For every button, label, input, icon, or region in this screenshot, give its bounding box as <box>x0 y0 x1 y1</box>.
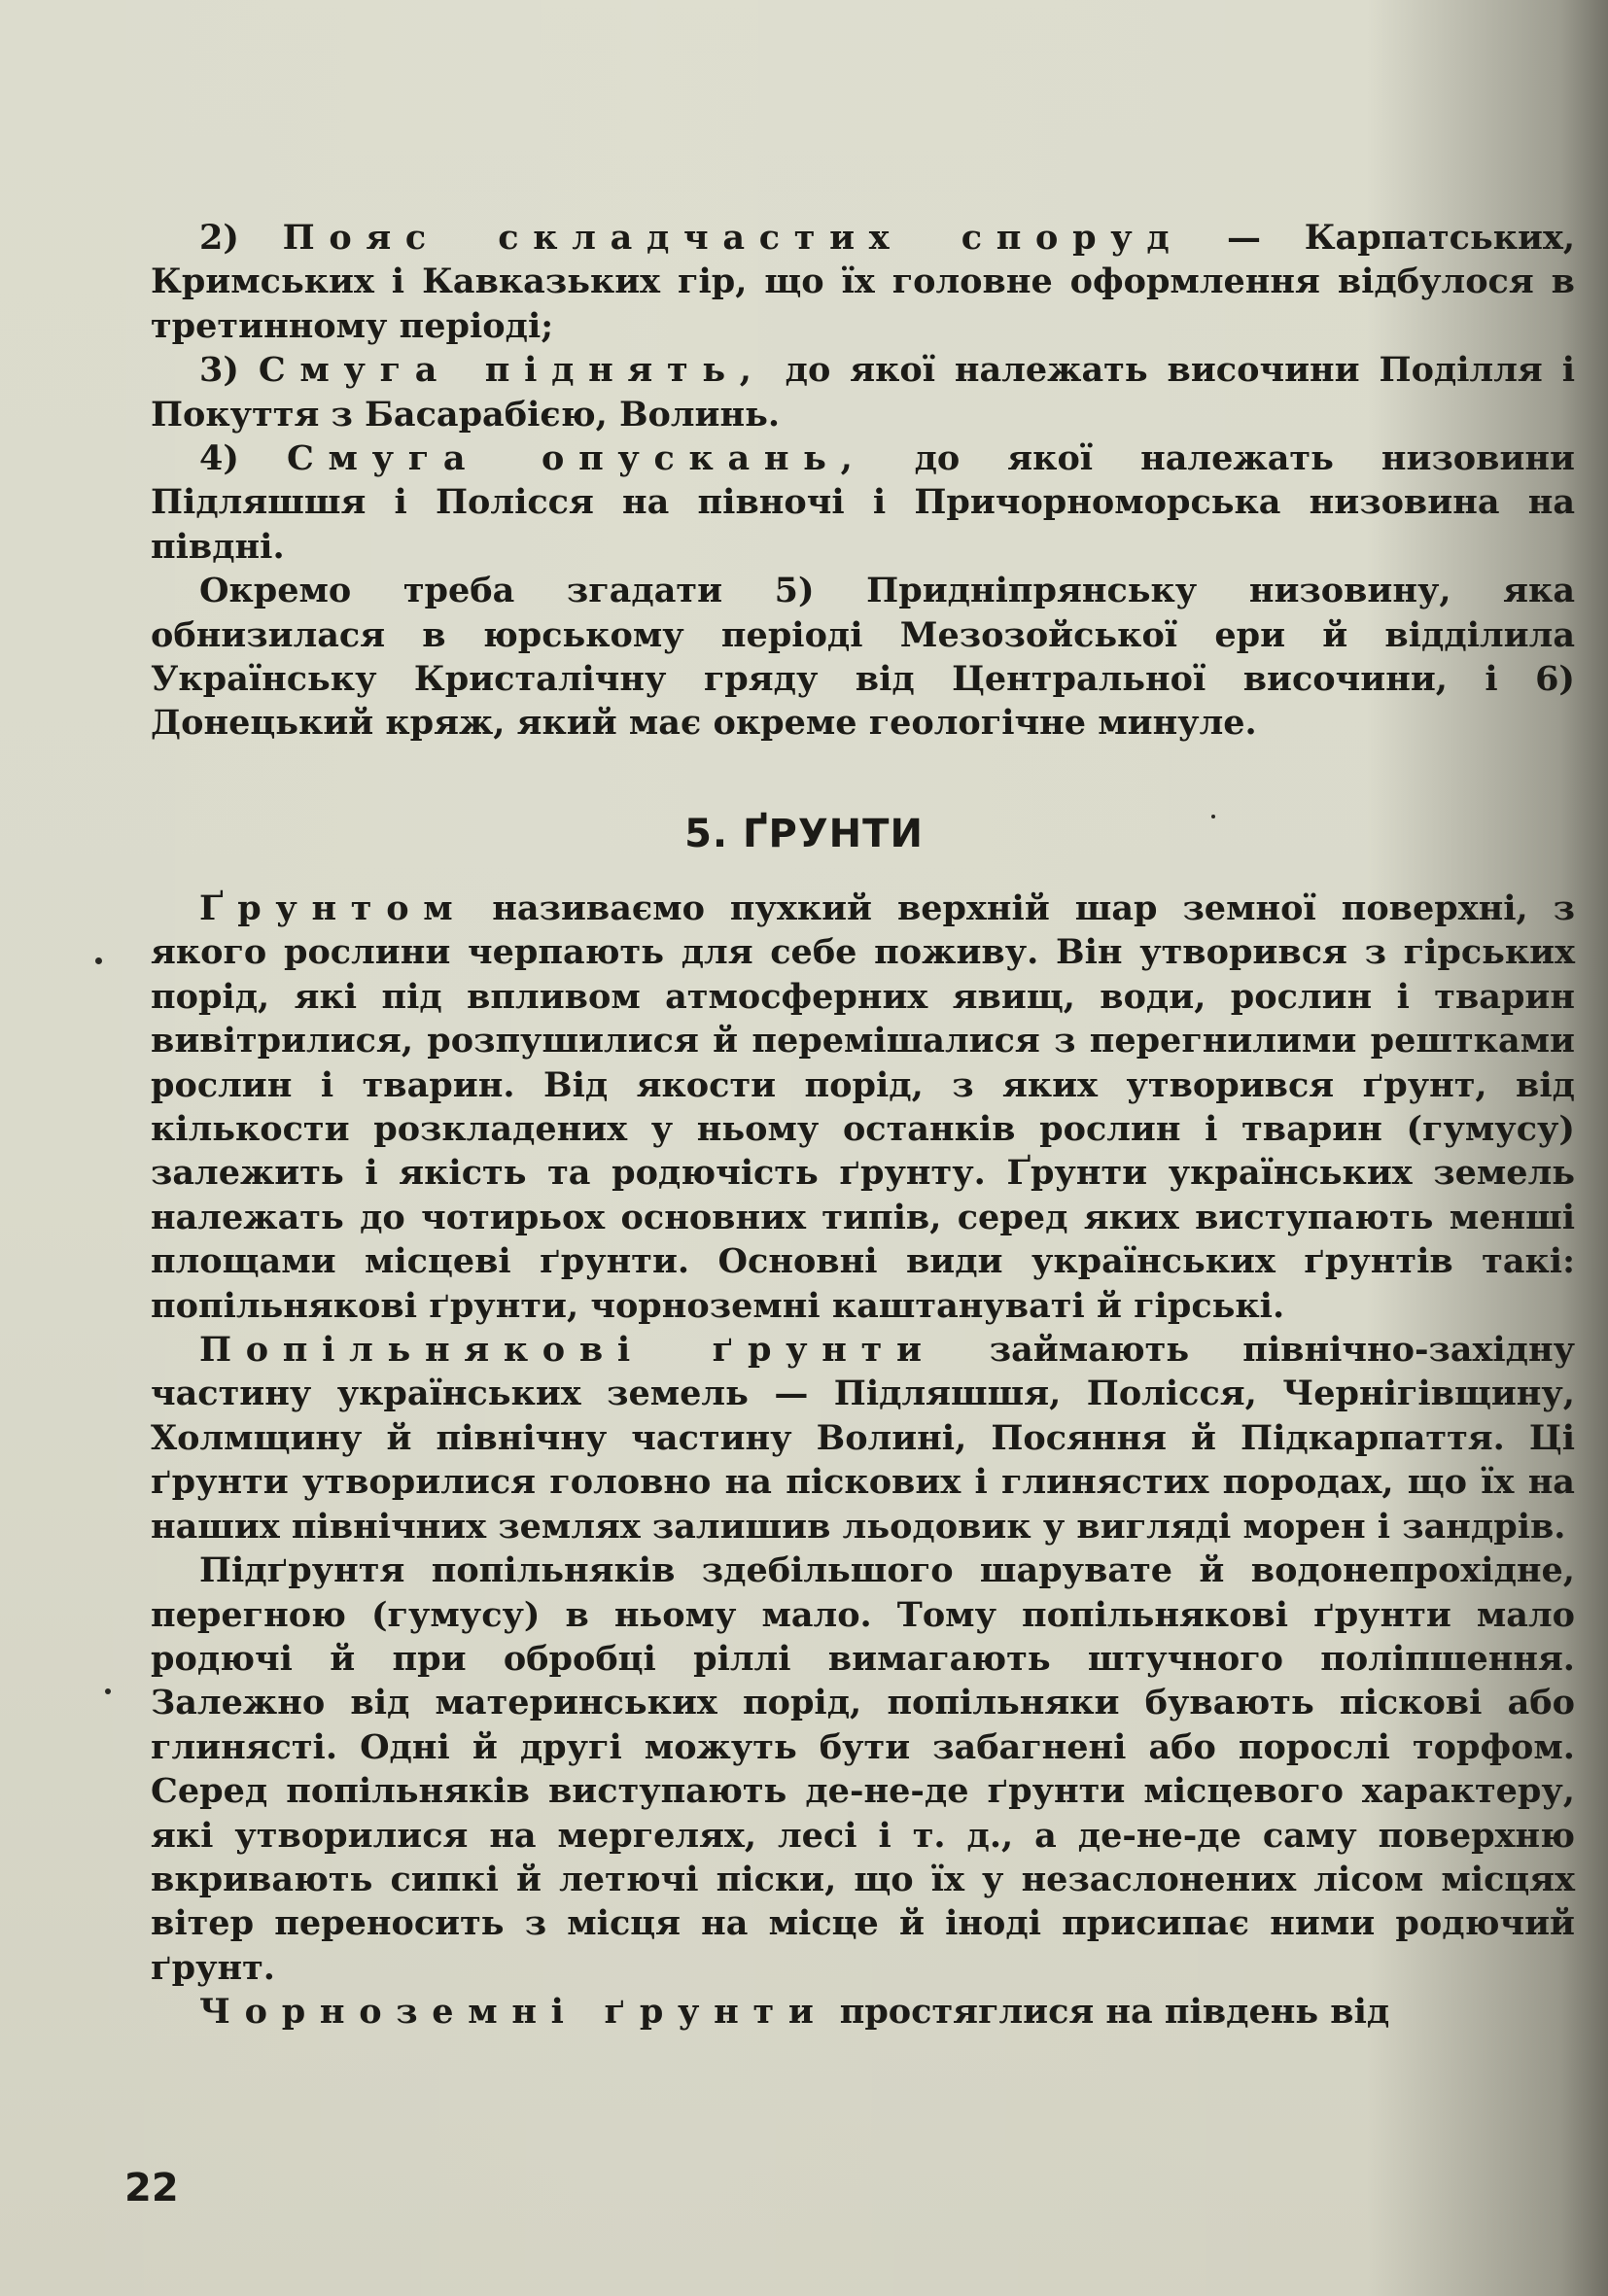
item-number: 3) <box>199 350 239 391</box>
section-heading: 5. ҐРУНТИ <box>684 812 924 856</box>
spaced-term: Смуга опускань, <box>286 438 867 479</box>
paragraph-chernozem-soils <box>151 1990 1575 2034</box>
paragraph-text: до якої належать низовини Підляшшя і Полісся на півночі і Причорноморська низовина на півдні. <box>151 438 1576 567</box>
soils-section <box>151 887 1575 2035</box>
paragraph-soil-definition <box>151 887 1575 1328</box>
item-number: 2) <box>199 218 239 258</box>
paragraph-folded-belt <box>151 216 1575 348</box>
spaced-term: Ґрунтом <box>199 888 468 928</box>
print-speck <box>105 1688 111 1694</box>
spaced-term: Чорноземні ґрунти <box>199 1992 828 2033</box>
spaced-term: Смуга піднять, <box>258 350 766 391</box>
item-number: 4) <box>199 438 239 479</box>
paragraph-text: простяглися на південь від <box>827 1992 1390 2033</box>
print-speck <box>1211 815 1215 818</box>
paragraph-subsoil: Підґрунтя попільняків здебільшого шарувате й водонепрохідне, перегною (гумусу) в ньому мало. Тому попільнякові ґрунти мало родючі й при обробці ріллі вимагають штучного поліпшення. Залежно від материнських порід, попільняки бувають піскові або глинясті. Одні й другі можуть бути забагнені або порослі торфом. Серед попільняків виступають де-не-де ґрунти місцевого характеру, які утворилися на мергелях, лесі і т. д., а де-не-де саму поверхню вкривають сипкі й летючі піски, що їх у незаслонених лісом місцях вітер переносить з місця на місце й іноді присипає ними родючий ґрунт. <box>151 1550 1575 1988</box>
spaced-term: Попільнякові ґрунти <box>199 1330 936 1371</box>
paragraph-text: — Карпатських, Кримських і Кавказьких гір, що їх головне оформлення відбулося в третинному періоді; <box>151 218 1576 346</box>
spaced-term: Пояс складчастих споруд <box>282 218 1184 258</box>
paragraph-podzol-soils <box>151 1328 1575 1548</box>
geology-list <box>151 216 1575 746</box>
paragraph-separately: Окремо треба згадати 5) Придніпрянську низовину, яка обнизилася в юрському періоді Мезозойської ери й відділила Українську Кристалічну гряду від Центральної височини, і 6) Донецький кряж, який має окреме геологічне минуле. <box>151 571 1575 744</box>
paragraph-uplift-belt <box>151 348 1575 436</box>
print-speck <box>95 957 102 964</box>
paragraph-subsidence-belt <box>151 436 1575 569</box>
page-number: 22 <box>124 2166 179 2210</box>
paragraph-text: займають північно-західну частину українських земель — Підляшшя, Полісся, Чернігівщину, Холмщину й північну частину Волині, Посяння й Підкарпаття. Ці ґрунти утворилися головно на піскових і глинястих породах, що їх на наших північних землях залишив льодовик у вигляді морен і зандрів. <box>151 1330 1575 1547</box>
paragraph-text: називаємо пухкий верхній шар земної поверхні, з якого рослини черпають для себе поживу. Він утворився з гірських порід, які під впливом атмосферних явищ, води, рослин і тварин вивітрилися, розпушилися й перемішалися з перегнилими рештками рослин і тварин. Від якости порід, з яких утворився ґрунт, від кількости розкладених у ньому останків рослин і тварин (гумусу) залежить і якість та родючість ґрунту. Ґрунти українських земель належать до чотирьох основних типів, серед яких виступають менші площами місцеві ґрунти. Основні види українських ґрунтів такі: попільнякові ґрунти, чорноземні каштануваті й гірські. <box>151 888 1575 1326</box>
paragraph-text: до якої належать височини Поділля і Покуття з Басарабією, Волинь. <box>151 350 1575 435</box>
